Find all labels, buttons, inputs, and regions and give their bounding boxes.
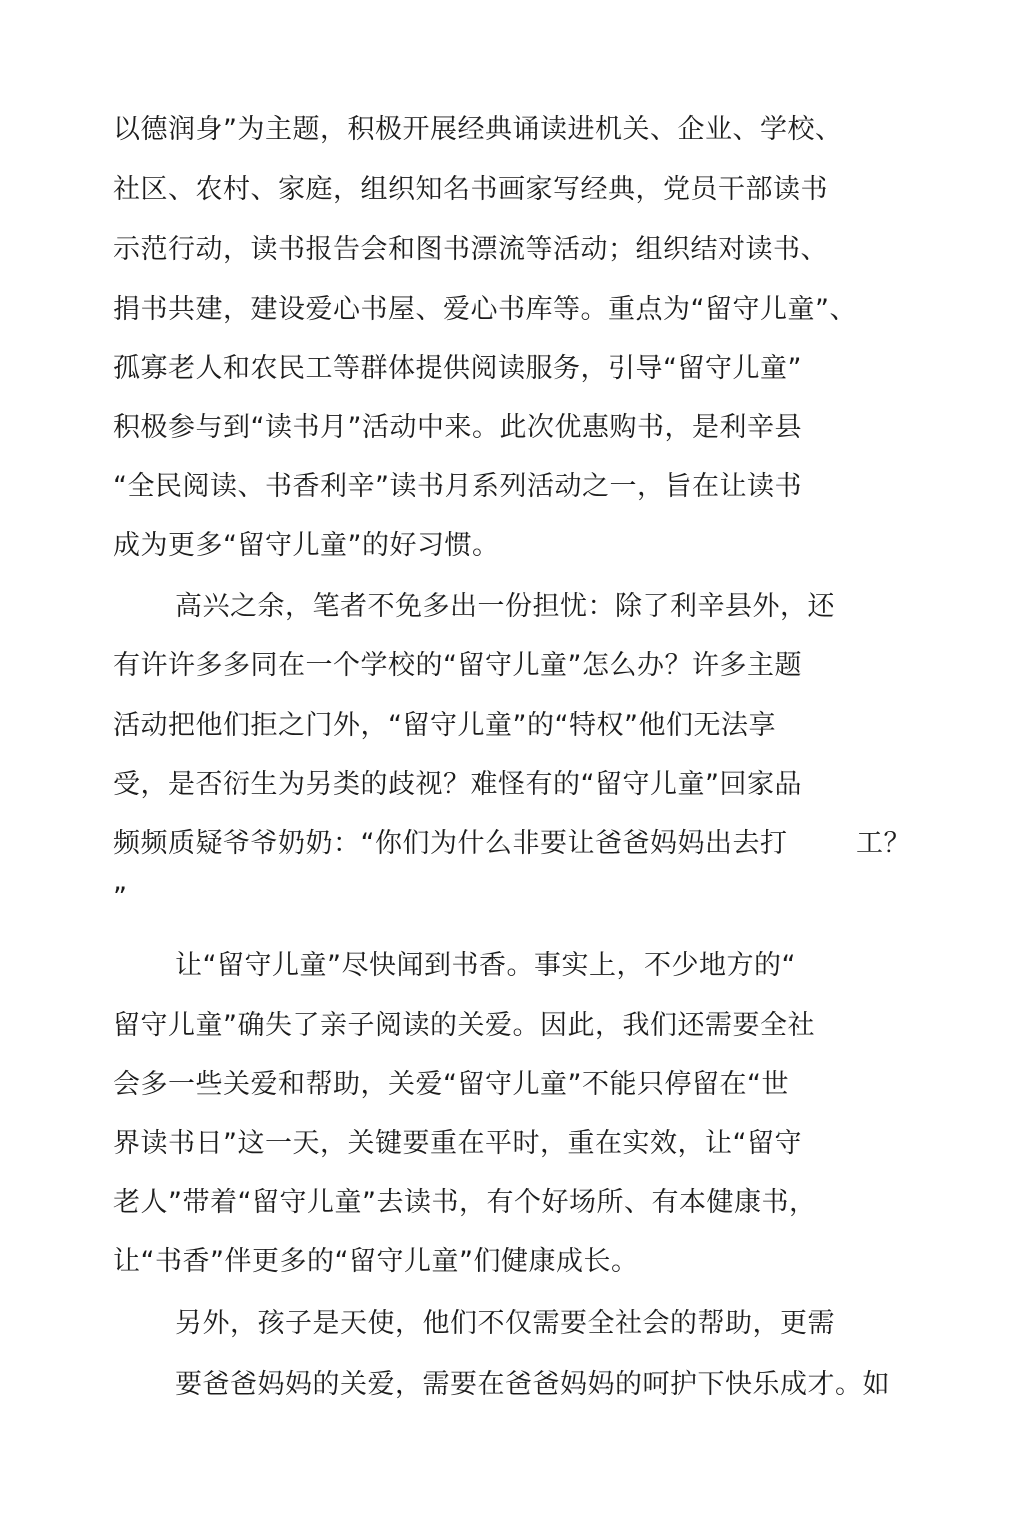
- text-line: 积极参与到“读书月”活动中来。此次优惠购书，是利辛县: [113, 412, 802, 443]
- text-line: “全民阅读、书香利辛”读书月系列活动之一，旨在让读书: [113, 471, 802, 502]
- paragraph-first-line: 高兴之余，笔者不免多出一份担忧：除了利辛县外，还: [175, 591, 835, 622]
- text-line: 让“书香”伴更多的“留守儿童”们健康成长。: [113, 1246, 639, 1277]
- text-line: 老人”带着“留守儿童”去读书，有个好场所、有本健康书，: [113, 1187, 817, 1218]
- text-line: 以德润身”为主题，积极开展经典诵读进机关、企业、学校、: [113, 114, 843, 145]
- text-line: 频频质疑爷爷奶奶：“你们为什么非要让爸爸妈妈出去打: [113, 828, 788, 859]
- text-line: 受，是否衍生为另类的歧视？难怪有的“留守儿童”回家品: [113, 769, 802, 800]
- text-line: 界读书日”这一天，关键要重在平时，重在实效，让“留守: [113, 1128, 802, 1159]
- text-line: 留守儿童”确失了亲子阅读的关爱。因此，我们还需要全社: [113, 1010, 815, 1041]
- text-line: 孤寡老人和农民工等群体提供阅读服务，引导“留守儿童”: [113, 353, 802, 384]
- text-line: 会多一些关爱和帮助，关爱“留守儿童”不能只停留在“世: [113, 1069, 789, 1100]
- text-line: 社区、农村、家庭，组织知名书画家写经典，党员干部读书: [113, 174, 828, 205]
- text-line: 成为更多“留守儿童”的好习惯。: [113, 530, 500, 561]
- text-line: 有许许多多同在一个学校的“留守儿童”怎么办？许多主题: [113, 650, 802, 681]
- text-line: ”: [113, 882, 128, 913]
- text-line: 示范行动，读书报告会和图书漂流等活动；组织结对读书、: [113, 234, 828, 265]
- text-line: 捐书共建，建设爱心书屋、爱心书库等。重点为“留守儿童”、: [113, 294, 857, 325]
- text-line-overflow: 工？: [856, 828, 911, 859]
- text-line: 要爸爸妈妈的关爱，需要在爸爸妈妈的呵护下快乐成才。如: [175, 1369, 890, 1400]
- paragraph-first-line: 让“留守儿童”尽快闻到书香。事实上，不少地方的“: [175, 950, 796, 981]
- text-line: 活动把他们拒之门外，“留守儿童”的“特权”他们无法享: [113, 710, 776, 741]
- paragraph-first-line: 另外，孩子是天使，他们不仅需要全社会的帮助，更需: [175, 1308, 835, 1339]
